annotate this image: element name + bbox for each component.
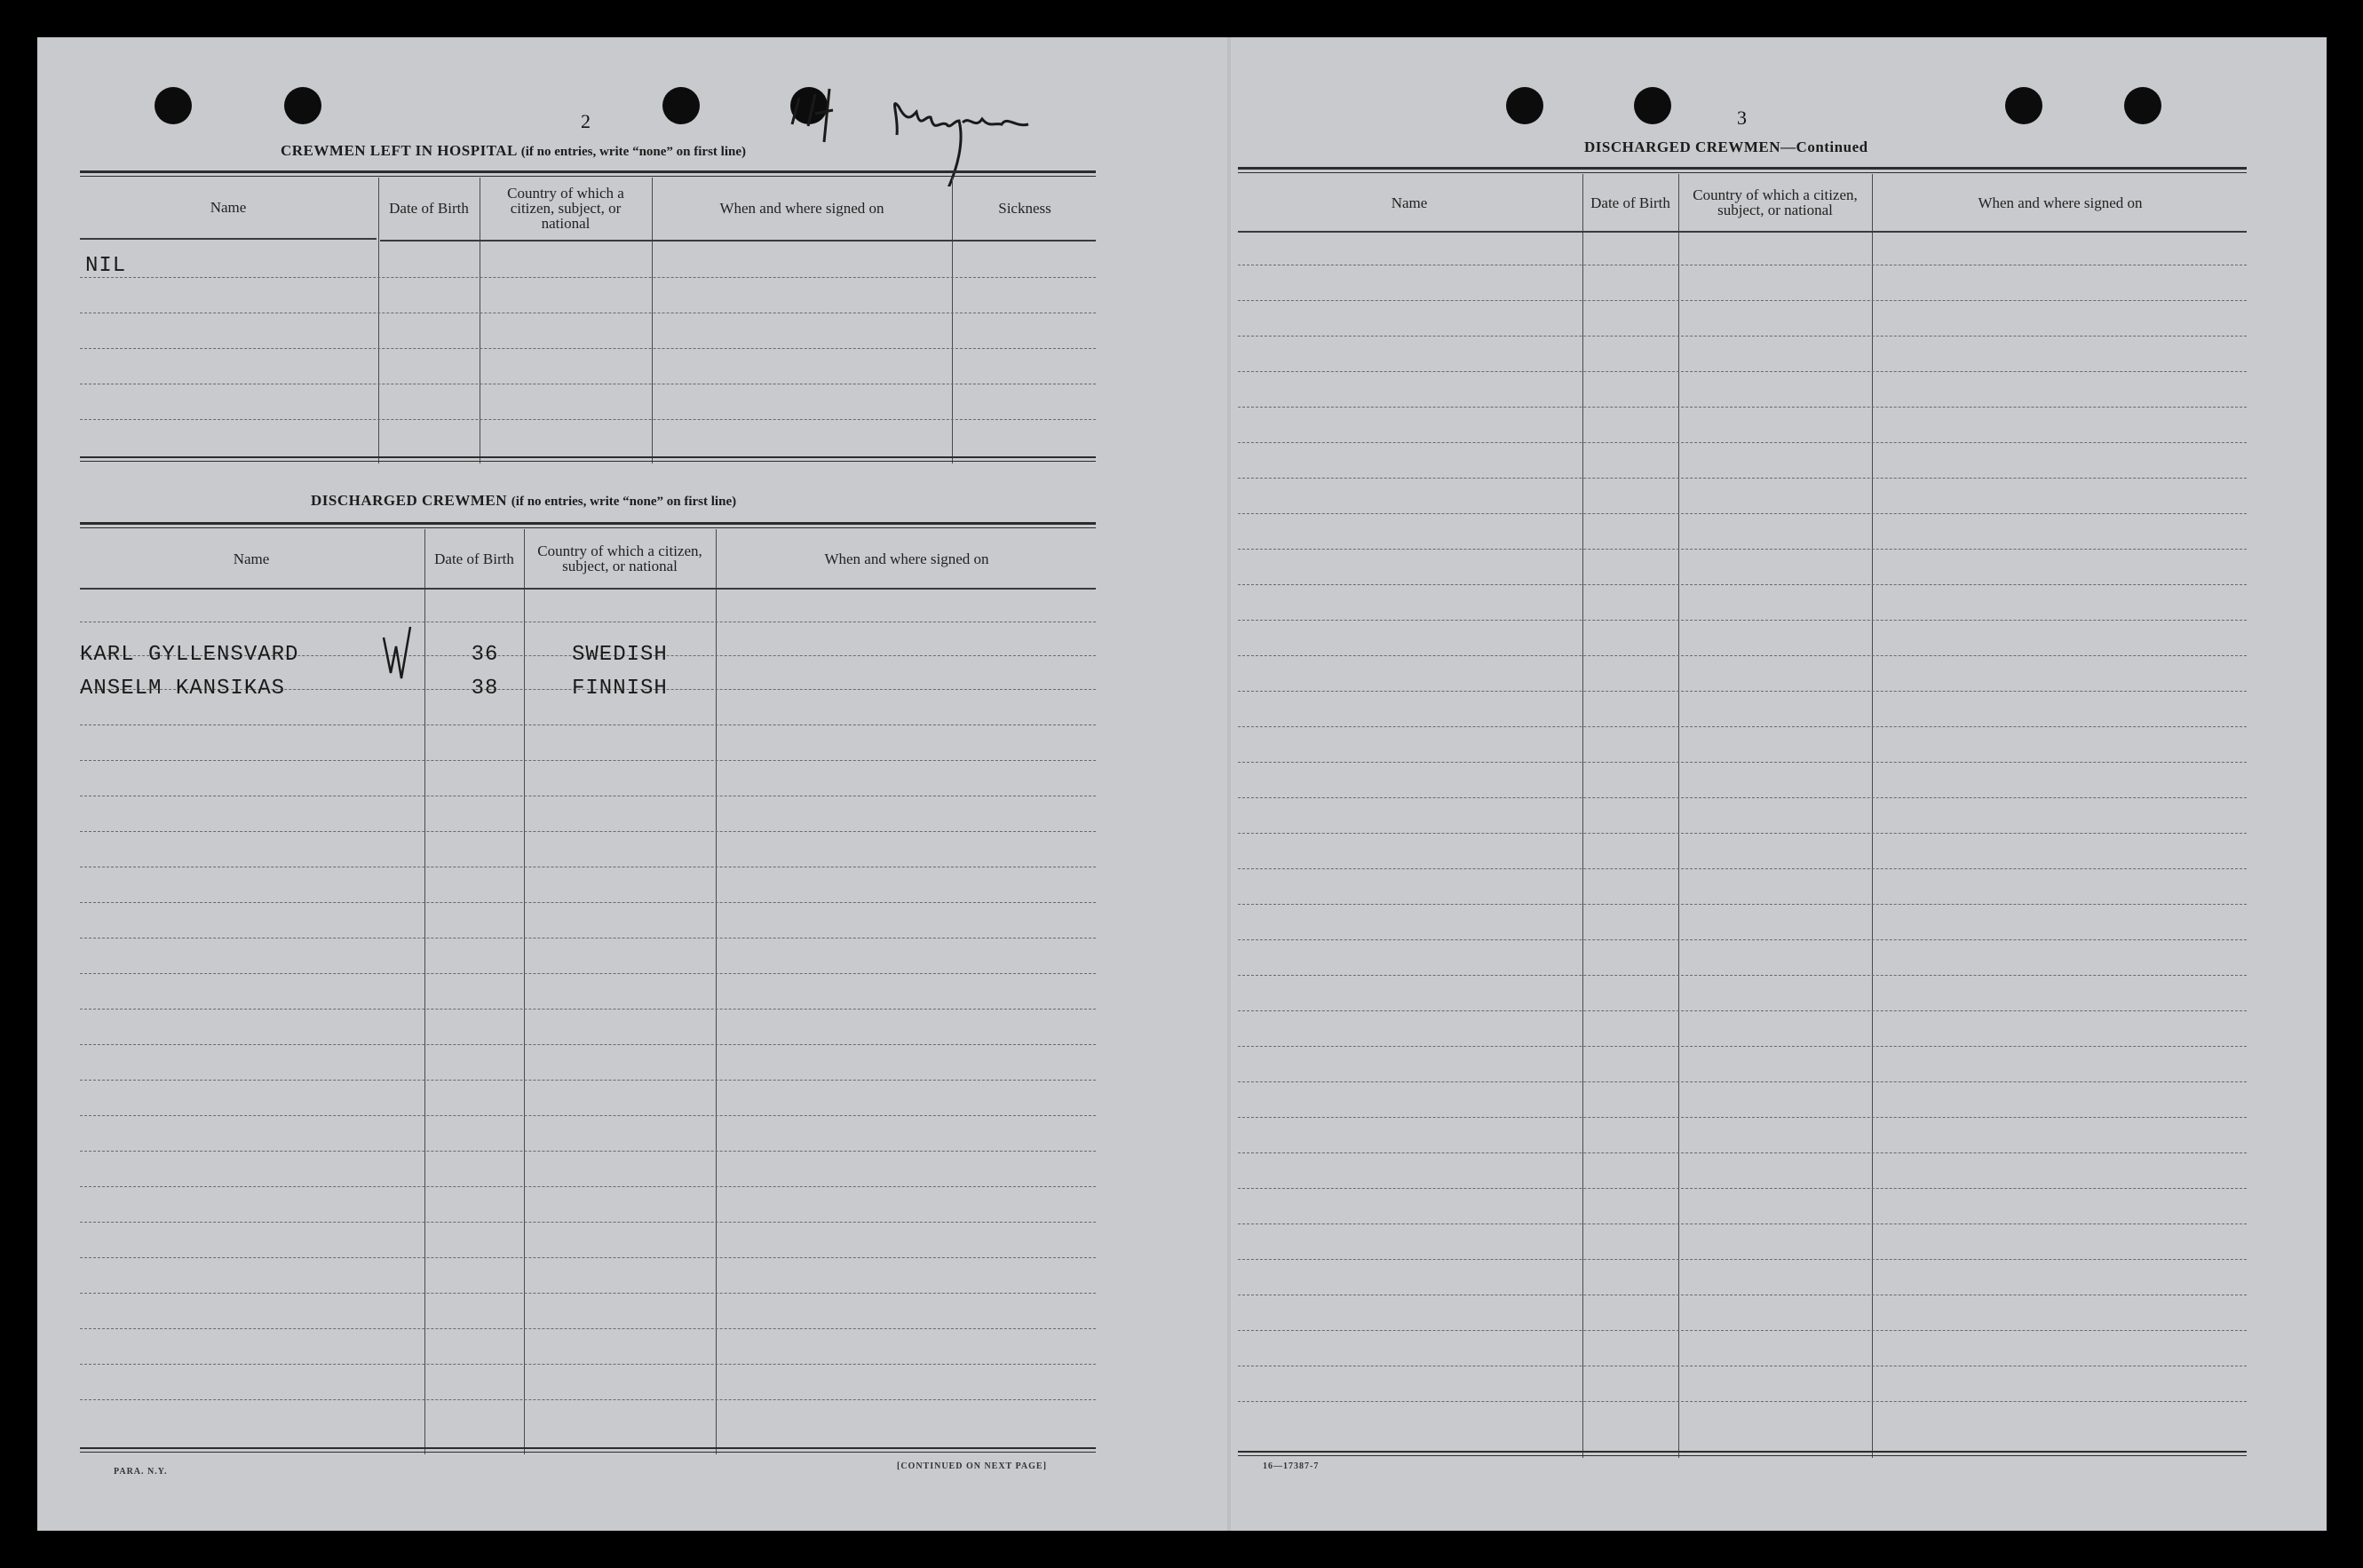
discharged-col-country: Country of which a citizen, subject, or national — [537, 542, 702, 574]
handwritten-checkmark-icon — [378, 611, 423, 700]
hospital-table — [80, 170, 1096, 504]
continued-col-name: Name — [1391, 194, 1428, 211]
footer-printer-left: PARA. N.Y. — [114, 1467, 168, 1477]
footer-continued: [CONTINUED ON NEXT PAGE] — [897, 1461, 1047, 1471]
discharged-row-2-dob: 38 — [471, 677, 499, 701]
discharged-row-1-dob: 36 — [471, 643, 499, 667]
discharged-continued-title: DISCHARGED CREWMEN—Continued — [1584, 139, 1868, 155]
hospital-section-title: CREWMEN LEFT IN HOSPITAL (if no entries, write “none” on first line) — [281, 142, 746, 159]
page-number-left: 2 — [581, 110, 591, 132]
hospital-entry-name: NIL — [85, 254, 127, 278]
document-sheet — [37, 37, 2327, 1531]
hospital-col-country: Country of which a citizen, subject, or national — [507, 184, 624, 232]
discharged-row-1-name: KARL GYLLENSVARD — [80, 643, 299, 667]
discharged-col-name: Name — [233, 550, 270, 567]
discharged-section-title: DISCHARGED CREWMEN (if no entries, write “none” on first line) — [311, 492, 737, 509]
page-number-right: 3 — [1737, 107, 1747, 129]
punch-hole-icon — [662, 87, 700, 124]
discharged-row-1-country: SWEDISH — [572, 643, 668, 667]
hospital-col-sickness: Sickness — [998, 199, 1051, 217]
center-fold — [1227, 37, 1231, 1531]
punch-hole-icon — [1506, 87, 1543, 124]
hospital-col-name: Name — [210, 198, 247, 216]
discharged-row-2-country: FINNISH — [572, 677, 668, 701]
discharged-table — [80, 522, 1096, 1499]
discharged-col-dob: Date of Birth — [434, 550, 514, 567]
continued-col-dob: Date of Birth — [1590, 194, 1670, 211]
punch-hole-icon — [1634, 87, 1671, 124]
punch-hole-icon — [2005, 87, 2042, 124]
discharged-continued-table — [1238, 167, 2247, 1499]
punch-hole-icon — [2124, 87, 2161, 124]
continued-col-signed-on: When and where signed on — [1978, 194, 2143, 211]
handwritten-annotation — [757, 53, 1050, 186]
hospital-col-dob: Date of Birth — [389, 199, 469, 217]
discharged-row-2-name: ANSELM KANSIKAS — [80, 677, 286, 701]
discharged-col-signed-on: When and where signed on — [824, 550, 989, 567]
svg-text:11/4 Managua: 11/4 Managua — [765, 80, 771, 81]
footer-form-number: 16—17387-7 — [1263, 1461, 1320, 1471]
hospital-col-signed-on: When and where signed on — [719, 199, 884, 217]
punch-hole-icon — [155, 87, 192, 124]
punch-hole-icon — [284, 87, 321, 124]
continued-col-country: Country of which a citizen, subject, or national — [1693, 186, 1858, 218]
